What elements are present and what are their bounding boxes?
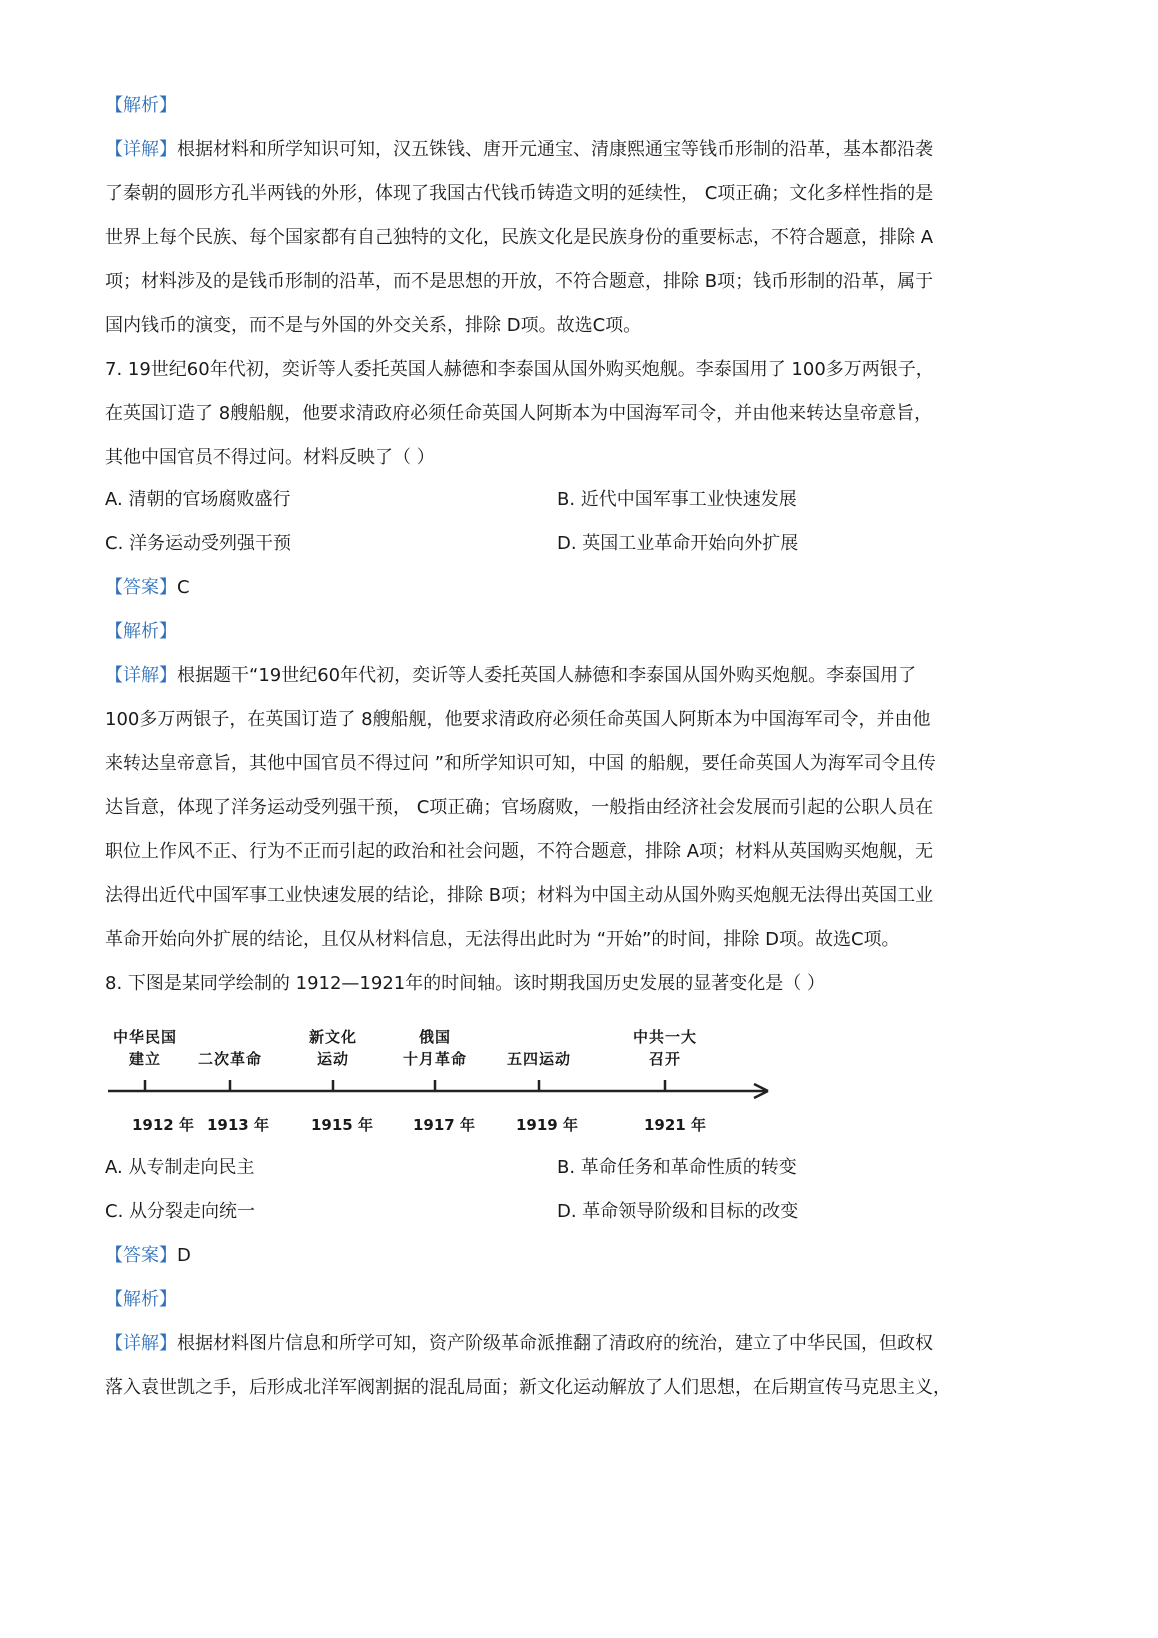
q7-detail-line-2: 100多万两银子，在英国订造了 8艘船舰，他要求清政府必须任命英国人阿斯本为中国海军司令，并由他 [105, 709, 931, 730]
q6-detail-line-1: 【详解】根据材料和所学知识可知，汉五铢钱、唐开元通宝、清康熙通宝等钱币形制的沿革，基本都沿袭 [105, 139, 933, 160]
q7-detail-line-5: 职位上作风不正、行为不正而引起的政治和社会问题，不符合题意，排除 A项；材料从英国购买炮舰，无 [105, 841, 934, 862]
q7-stem-line-1: 7. 19世纪60年代初，奕䜣等人委托英国人赫德和李泰国从国外购买炮舰。李泰国用了 100多万两银子， [105, 359, 934, 380]
q7-option-b: B. 近代中国军事工业快速发展 [557, 489, 797, 510]
timeline-event-1921: 中共一大 召开 [632, 1028, 697, 1068]
q7-detail-line-4: 达旨意，体现了洋务运动受列强干预， C项正确；官场腐败，一般指由经济社会发展而引起的公职人员在 [105, 797, 934, 818]
q7-detail-line-6: 法得出近代中国军事工业快速发展的结论，排除 B项；材料为中国主动从国外购买炮舰无法得出英国工业 [105, 885, 934, 906]
q7-stem-line-2: 在英国订造了 8艘船舰，他要求清政府必须任命英国人阿斯本为中国海军司令，并由他来转达皇帝意旨， [105, 403, 933, 424]
q8-option-c: C. 从分裂走向统一 [105, 1201, 256, 1222]
q7-detail-line-1: 【详解】根据题干“19世纪60年代初，奕䜣等人委托英国人赫德和李泰国从国外购买炮舰。李泰国用了 [105, 665, 917, 686]
timeline-year-1921: 1921 年 [644, 1116, 706, 1134]
q6-analysis-tag: 【解析】 [105, 95, 177, 116]
q7-detail-line-3: 来转达皇帝意旨，其他中国官员不得过问 ”和所学知识可知，中国 的船舰，要任命英国人为海军司令且传 [105, 753, 936, 774]
timeline-year-1913: 1913 年 [207, 1116, 269, 1134]
q8-detail-line-1: 【详解】根据材料图片信息和所学可知，资产阶级革命派推翻了清政府的统治，建立了中华民国，但政权 [105, 1333, 933, 1354]
timeline-event-1917: 俄国 十月革命 [402, 1028, 467, 1068]
q8-option-a: A. 从专制走向民主 [105, 1157, 255, 1178]
timeline-event-1915: 新文化 运动 [308, 1028, 357, 1068]
q7-option-c: C. 洋务运动受列强干预 [105, 533, 292, 554]
q7-option-d: D. 英国工业革命开始向外扩展 [557, 533, 799, 554]
q8-option-d: D. 革命领导阶级和目标的改变 [557, 1201, 799, 1222]
q8-detail-line-2: 落入袁世凯之手，后形成北洋军阀割据的混乱局面；新文化运动解放了人们思想，在后期宣传马克思主义， [105, 1377, 951, 1398]
q7-detail-line-7: 革命开始向外扩展的结论，且仅从材料信息，无法得出此时为 “开始”的时间，排除 D项。故选C项。 [105, 929, 900, 950]
q7-detail-tag: 【详解】 [105, 665, 177, 686]
q8-answer: 【答案】D [105, 1245, 191, 1266]
timeline-event-1919: 五四运动 [506, 1050, 571, 1068]
q6-detail-line-3: 世界上每个民族、每个国家都有自己独特的文化，民族文化是民族身份的重要标志，不符合题意，排除 A [105, 227, 934, 248]
timeline-axis [100, 1070, 790, 1110]
q7-answer: 【答案】C [105, 577, 190, 598]
q6-detail-line-4: 项；材料涉及的是钱币形制的沿革，而不是思想的开放，不符合题意，排除 B项；钱币形制的沿革，属于 [105, 271, 934, 292]
q7-analysis-tag: 【解析】 [105, 621, 177, 642]
timeline-year-1912: 1912 年 [132, 1116, 194, 1134]
timeline-year-1915: 1915 年 [311, 1116, 373, 1134]
q7-stem-line-3: 其他中国官员不得过问。材料反映了（ ） [105, 447, 435, 468]
q8-analysis-tag: 【解析】 [105, 1289, 177, 1310]
q8-option-b: B. 革命任务和革命性质的转变 [557, 1157, 797, 1178]
q7-option-a: A. 清朝的官场腐败盛行 [105, 489, 291, 510]
timeline-year-1917: 1917 年 [413, 1116, 475, 1134]
q8-stem: 8. 下图是某同学绘制的 1912—1921年的时间轴。该时期我国历史发展的显著变化是（ ） [105, 973, 825, 994]
q6-detail-tag: 【详解】 [105, 139, 177, 160]
timeline-year-1919: 1919 年 [516, 1116, 578, 1134]
q6-detail-line-5: 国内钱币的演变，而不是与外国的外交关系，排除 D项。故选C项。 [105, 315, 642, 336]
q8-detail-tag: 【详解】 [105, 1333, 177, 1354]
q6-detail-line-2: 了秦朝的圆形方孔半两钱的外形，体现了我国古代钱币铸造文明的延续性， C项正确；文化多样性指的是 [105, 183, 934, 204]
timeline-event-1912: 中华民国 建立 [112, 1028, 177, 1068]
timeline-event-1913: 二次革命 [197, 1050, 262, 1068]
